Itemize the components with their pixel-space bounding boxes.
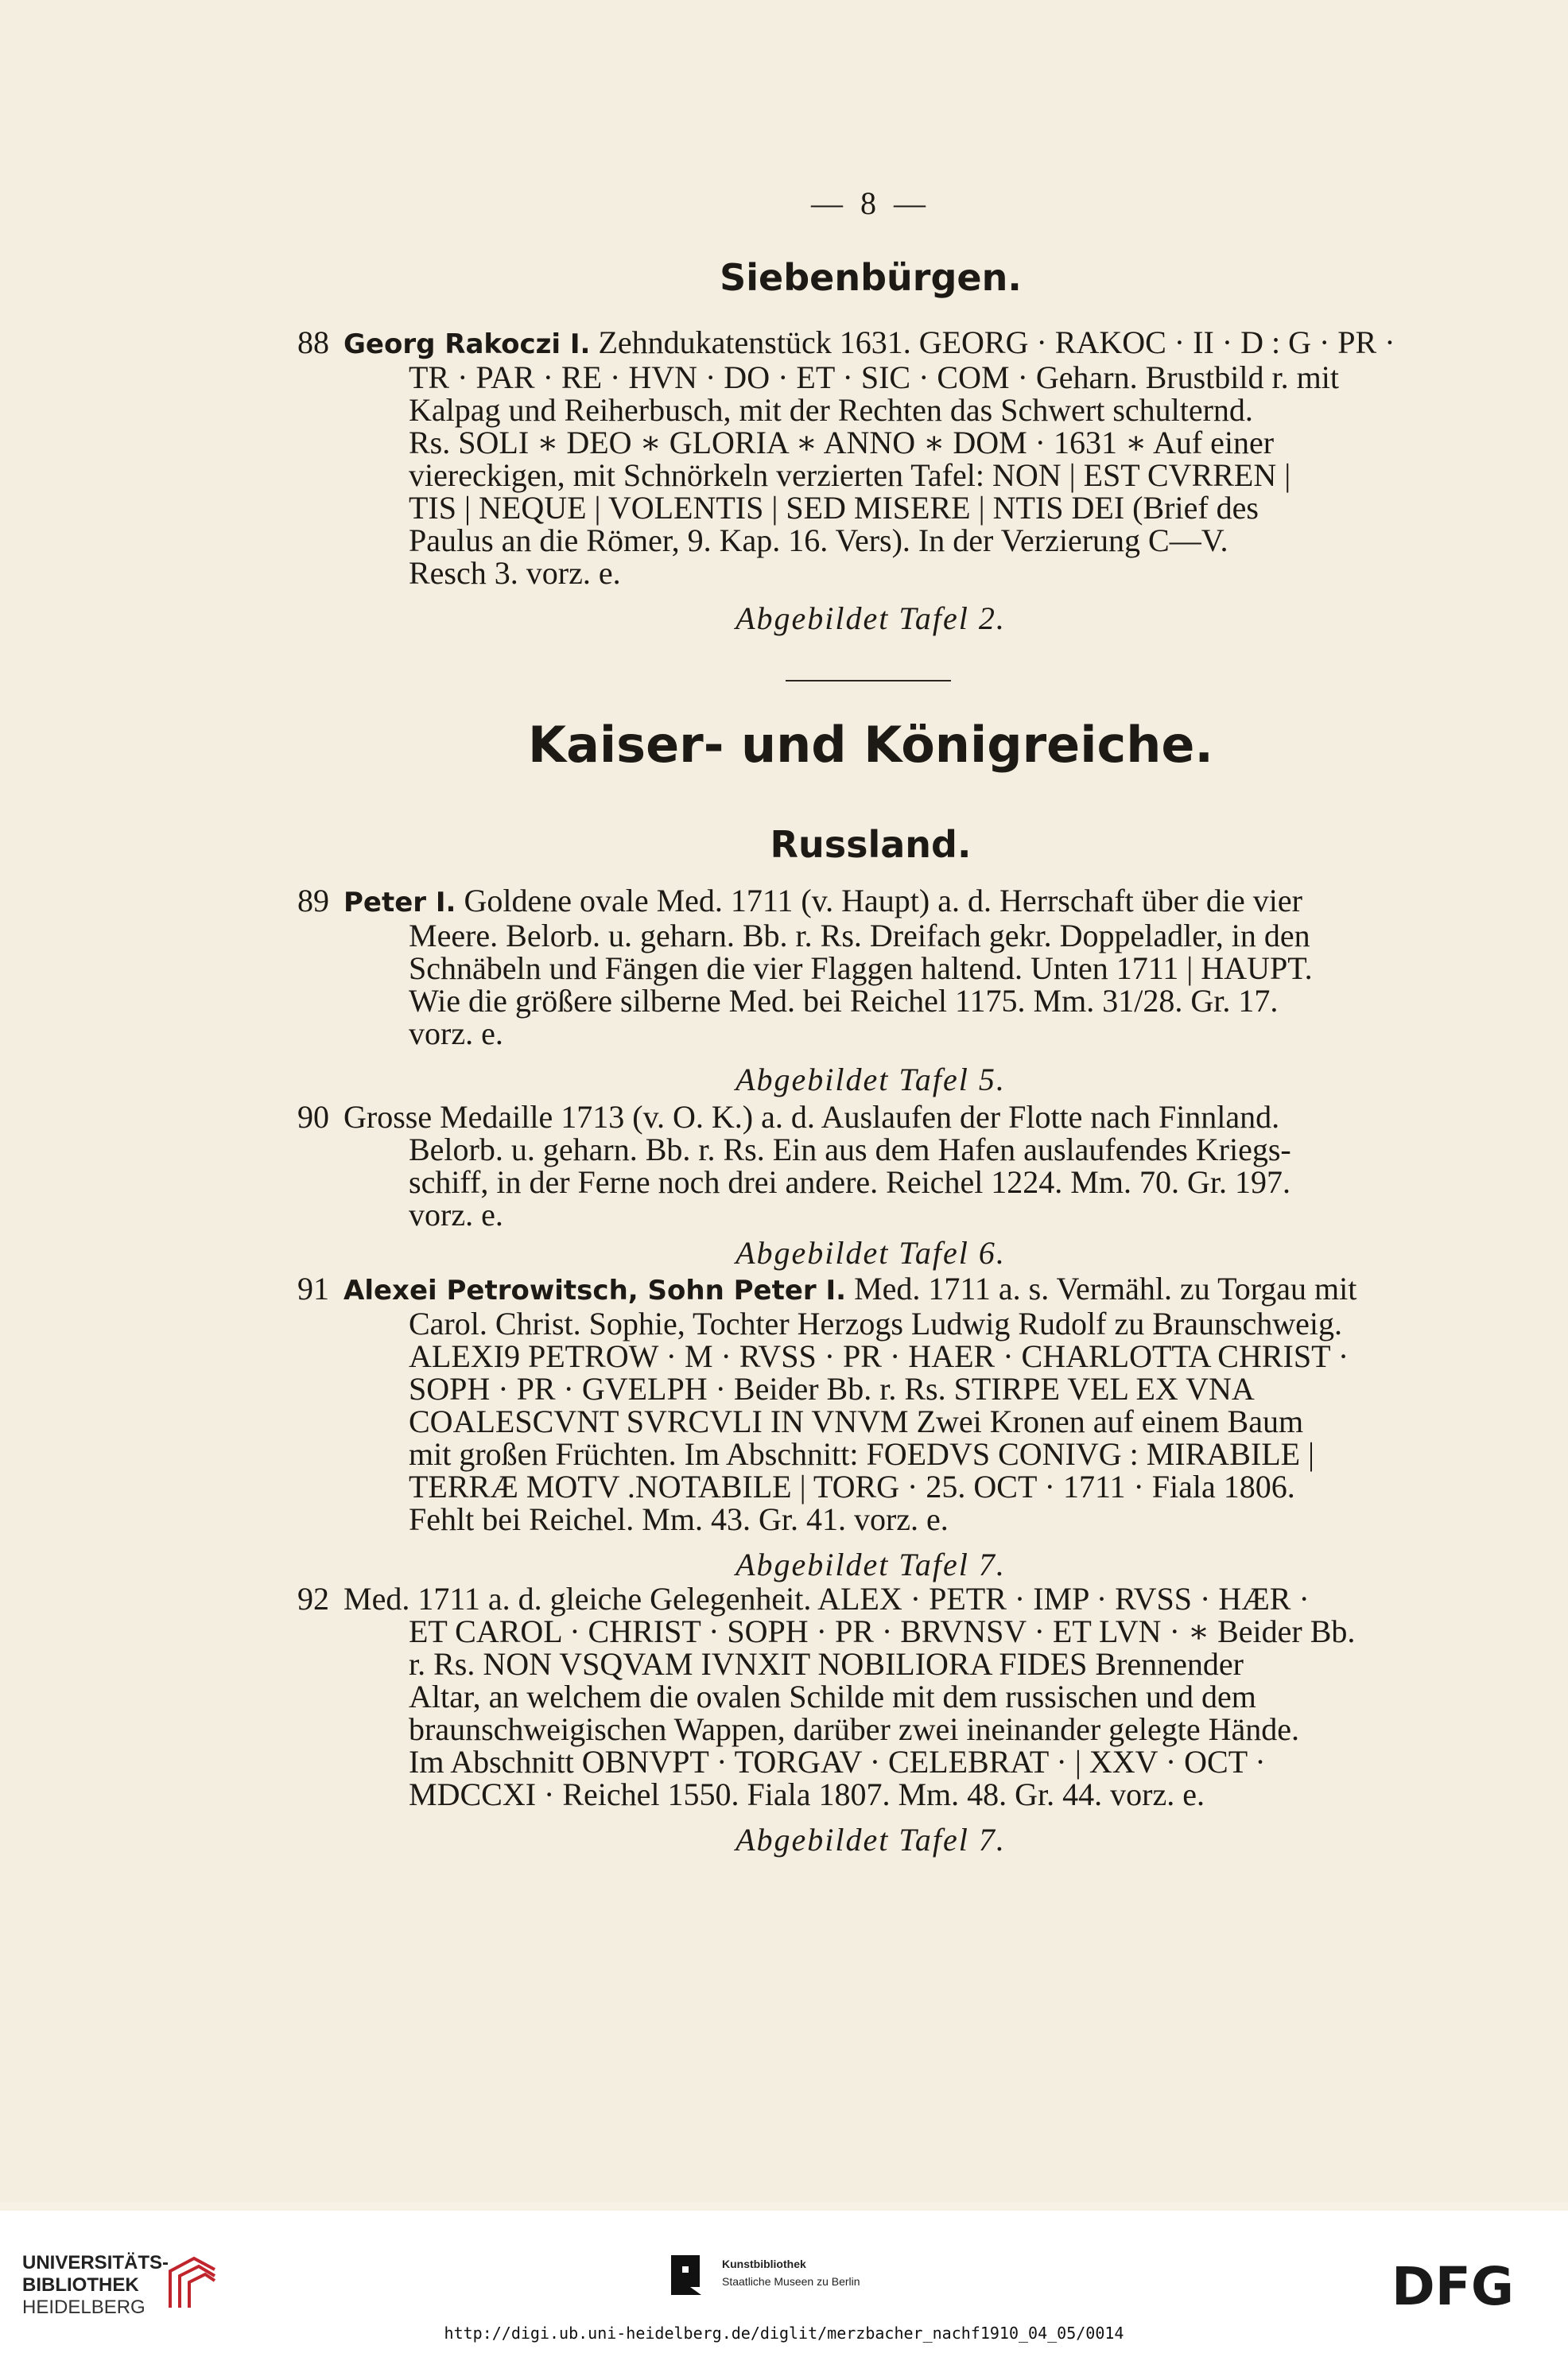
entry-line: Med. 1711 a. d. gleiche Gelegenheit. ALEX · PETR · IMP · RVSS · HÆR ·: [343, 1581, 1310, 1617]
entry-line: Georg Rakoczi I. Zehndukatenstück 1631. GEORG · RAKOC · II · D : G · PR ·: [343, 324, 1395, 360]
section-heading-siebenbuergen: Siebenbürgen.: [720, 256, 1022, 299]
kunstbibliothek-icon: [666, 2252, 714, 2297]
divider-rule: [786, 680, 951, 681]
entry-line: Alexei Petrowitsch, Sohn Peter I. Med. 1711 a. s. Vermähl. zu Torgau mit: [343, 1271, 1357, 1307]
entry-line: Schnäbeln und Fängen die vier Flaggen haltend. Unten 1711 | HAUPT.: [409, 950, 1313, 986]
entry-line: Im Abschnitt OBNVPT · TORGAV · CELEBRAT · | XXV · OCT ·: [409, 1744, 1266, 1780]
entry-line: COALESCVNT SVRCVLI IN VNVM Zwei Kronen auf einem Baum: [409, 1404, 1304, 1439]
entry-line: Fehlt bei Reichel. Mm. 43. Gr. 41. vorz. e.: [409, 1501, 949, 1537]
entry-line: Rs. SOLI ∗ DEO ∗ GLORIA ∗ ANNO ∗ DOM · 1631 ∗ Auf einer: [409, 425, 1275, 460]
plate-caption: Abgebildet Tafel 7.: [735, 1822, 1006, 1858]
entry-name: Georg Rakoczi I.: [343, 328, 591, 360]
entry-line: TERRÆ MOTV .NOTABILE | TORG · 25. OCT · 1711 · Fiala 1806.: [409, 1469, 1295, 1505]
entry-line: mit großen Früchten. Im Abschnitt: FOEDVS CONIVG : MIRABILE |: [409, 1436, 1315, 1472]
catalog-entry-92: [297, 1581, 1439, 1812]
ub-logo-mark-icon: [159, 2252, 223, 2316]
catalog-entry-90: [297, 1099, 1439, 1233]
entry-number: 91: [297, 1271, 329, 1307]
entry-line: TIS | NEQUE | VOLENTIS | SED MISERE | NTIS DEI (Brief des: [409, 490, 1259, 526]
entry-line: Peter I. Goldene ovale Med. 1711 (v. Haupt) a. d. Herrschaft über die vier: [343, 883, 1302, 918]
entry-line: Altar, an welchem die ovalen Schilde mit dem russischen und dem: [409, 1679, 1256, 1714]
plate-caption: Abgebildet Tafel 7.: [735, 1547, 1006, 1582]
catalog-entry-88: [297, 324, 1439, 591]
entry-line: braunschweigischen Wappen, darüber zwei ineinander gelegte Hände.: [409, 1711, 1300, 1747]
source-url-link[interactable]: http://digi.ub.uni-heidelberg.de/diglit/merzbacher_nachf1910_04_05/0014: [444, 2324, 1124, 2343]
entry-name: Peter I.: [343, 887, 456, 918]
entry-line: Paulus an die Römer, 9. Kap. 16. Vers). In der Verzierung C—V.: [409, 522, 1228, 558]
plate-caption: Abgebildet Tafel 2.: [735, 600, 1006, 636]
kb-subtitle: Staatliche Museen zu Berlin: [722, 2275, 860, 2288]
entry-line: vorz. e.: [409, 1197, 503, 1233]
entry-line: Wie die größere silberne Med. bei Reichel 1175. Mm. 31/28. Gr. 17.: [409, 983, 1279, 1019]
entry-number: 88: [297, 324, 329, 360]
kb-title: Kunstbibliothek: [722, 2258, 806, 2270]
entry-number: 89: [297, 883, 329, 918]
entry-line: Meere. Belorb. u. geharn. Bb. r. Rs. Dreifach gekr. Doppeladler, in den: [409, 918, 1310, 953]
entry-line: SOPH · PR · GVELPH · Beider Bb. r. Rs. STIRPE VEL EX VNA: [409, 1371, 1255, 1407]
entry-line: vorz. e.: [409, 1015, 503, 1051]
page-number: — 8 —: [811, 185, 930, 221]
catalog-entry-89: [297, 883, 1439, 1051]
dfg-logo[interactable]: [1391, 2260, 1551, 2311]
entry-line: TR · PAR · RE · HVN · DO · ET · SIC · COM · Geharn. Brustbild r. mit: [409, 359, 1339, 395]
entry-line: Kalpag und Reiherbusch, mit der Rechten das Schwert schulternd.: [409, 392, 1253, 428]
catalog-entry-91: [297, 1271, 1439, 1537]
entry-line: MDCCXI · Reichel 1550. Fiala 1807. Mm. 48. Gr. 44. vorz. e.: [409, 1776, 1205, 1812]
ub-heidelberg-logo[interactable]: UNIVERSITÄTS- BIBLIOTHEK HEIDELBERG: [22, 2252, 169, 2318]
entry-line: ET CAROL · CHRIST · SOPH · PR · BRVNSV · ET LVN · ∗ Beider Bb.: [409, 1613, 1356, 1649]
entry-line: Grosse Medaille 1713 (v. O. K.) a. d. Auslaufen der Flotte nach Finnland.: [343, 1099, 1280, 1135]
plate-caption: Abgebildet Tafel 6.: [735, 1235, 1006, 1271]
footer-bar: [0, 2211, 1568, 2353]
subsection-heading-russland: Russland.: [770, 823, 972, 866]
entry-line: Belorb. u. geharn. Bb. r. Rs. Ein aus dem Hafen auslaufendes Kriegs-: [409, 1132, 1291, 1167]
entry-line: schiff, in der Ferne noch drei andere. Reichel 1224. Mm. 70. Gr. 197.: [409, 1164, 1290, 1200]
entry-number: 92: [297, 1581, 329, 1617]
entry-line: ALEXI9 PETROW · M · RVSS · PR · HAER · CHARLOTTA CHRIST ·: [409, 1338, 1349, 1374]
dfg-logo-text: DFG: [1391, 2260, 1515, 2311]
entry-line: Carol. Christ. Sophie, Tochter Herzogs Ludwig Rudolf zu Braunschweig.: [409, 1306, 1343, 1342]
entry-line: r. Rs. NON VSQVAM IVNXIT NOBILIORA FIDES Brennender: [409, 1646, 1244, 1682]
entry-name: Alexei Petrowitsch, Sohn Peter I.: [343, 1275, 847, 1307]
entry-line: Resch 3. vorz. e.: [409, 555, 621, 591]
entry-number: 90: [297, 1099, 329, 1135]
entry-line: viereckigen, mit Schnörkeln verzierten Tafel: NON | EST CVRREN |: [409, 457, 1291, 493]
section-heading-kaiser-koenigreiche: Kaiser- und Königreiche.: [528, 716, 1213, 774]
plate-caption: Abgebildet Tafel 5.: [735, 1062, 1006, 1097]
